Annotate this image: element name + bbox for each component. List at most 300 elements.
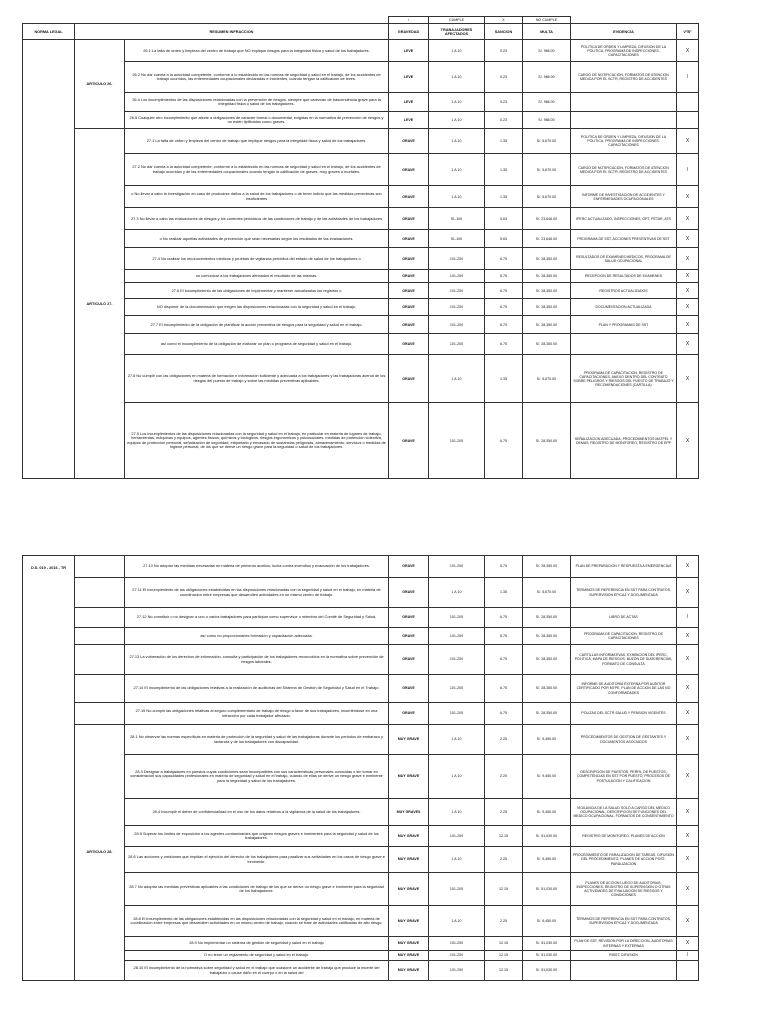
article-label-empty	[75, 628, 125, 645]
evidence-cell: RESULTADOS DE EXAMENES MEDICOS, PROGRAMA DE SALUD OCUPACIONAL	[571, 248, 677, 270]
infraction-summary: 27.4 No realizar los reconocimientos médicos y pruebas de vigilancia periódica del estado de salud de los trabajadores o	[125, 248, 389, 270]
compliance-mark-cell: X	[677, 186, 699, 208]
evidence-cell: DESCRIPCION DE PUESTOS, PERFIL DE PUESTOS, COMPETENCIAS EN SST POR PUESTO, PROCESOS DE POSTULACION Y CALIFICACION	[571, 755, 677, 799]
evidence-cell: INFORME DE AUDITORIA EXTERNA POR AUDITOR CERTIFICADO POR MTPE, PLAN DE ACCION DE LAS NO CONFORMIDADES	[571, 675, 677, 703]
compliance-mark-cell: X	[677, 826, 699, 847]
sanction-cell: 6.75	[485, 608, 523, 628]
compliance-mark-cell: X	[677, 283, 699, 299]
col-visto-bueno: V°B°	[677, 24, 699, 40]
affected-workers-cell: 101-200	[429, 608, 485, 628]
evidence-cell: POLITICA DE ORDEN Y LIMPIEZA, DIFUSION DE LA POLITICA, PROGRAMA DE INSPECCIONES, CAPACITACIONES	[571, 40, 677, 62]
severity-cell: MUY GRAVE	[389, 873, 429, 906]
compliance-mark-cell: X	[677, 725, 699, 755]
table-row	[23, 93, 699, 112]
evidence-cell	[571, 93, 677, 112]
infraction-summary: 27.7 El incumplimiento de la obligación de planificar la acción preventiva de riesgos para la seguridad y salud en el trabajo.	[125, 316, 389, 334]
fine-amount-cell: S/. 5,670.00	[523, 186, 571, 208]
table-row	[23, 645, 699, 675]
table-row	[23, 755, 699, 799]
sanction-cell: 1.35	[485, 154, 523, 186]
fine-amount-cell: S/. 51,030.00	[523, 951, 571, 961]
table-row	[23, 556, 699, 578]
evidence-cell: POLITICA DE ORDEN Y LIMPIEZA, DIFUSION DE LA POLITICA, PROGRAMA DE INSPECCIONES, CAPACITACIONES	[571, 129, 677, 154]
affected-workers-cell: 101-200	[429, 334, 485, 355]
compliance-mark-cell	[677, 961, 699, 981]
severity-cell: GRAVE	[389, 186, 429, 208]
sheet-page-1	[22, 16, 698, 479]
fine-amount-cell: S/. 5,670.00	[523, 578, 571, 608]
article-label-empty	[75, 703, 125, 725]
infraction-summary: 27.14 El incumplimiento de las obligaciones relativas a la realización de auditorías del Sistema de Gestión de Seguridad y Salud en el Trabajo.	[125, 675, 389, 703]
infraction-summary: no comunicar a los trabajadores afectados el resultado de las mismas.	[125, 270, 389, 283]
severity-cell: MUY GRAVE	[389, 725, 429, 755]
infraction-summary: así como no proporcionarles formación y capacitación adecuada.	[125, 628, 389, 645]
fine-amount-cell: S/. 28,350.00	[523, 403, 571, 479]
evidence-cell: PROGRAMA DE CAPACITACION, REGISTRO DE CAPACITACIONES, ANEXO DENTRO DEL CONTRATO SOBRE PELIGROS Y RIESGOS DEL PUESTO DE TRABAJO Y RECOMENDACIONES (CARTILLA)	[571, 355, 677, 403]
fine-amount-cell: S/. 51,030.00	[523, 873, 571, 906]
compliance-mark-cell: X	[677, 208, 699, 230]
severity-cell: GRAVE	[389, 703, 429, 725]
severity-cell: GRAVE	[389, 334, 429, 355]
severity-cell: GRAVE	[389, 270, 429, 283]
fine-amount-cell: S/. 9,450.00	[523, 725, 571, 755]
sanction-cell: 1.35	[485, 186, 523, 208]
infraction-summary: o No realizar aquellas actividades de prevención que sean necesarias según los resultados de las evaluaciones.	[125, 230, 389, 248]
affected-workers-cell: 1 A 10	[429, 847, 485, 873]
severity-cell: MUY GRAVE	[389, 906, 429, 937]
table-row	[23, 154, 699, 186]
fine-amount-cell: S/. 5,670.00	[523, 154, 571, 186]
fine-amount-cell: S/. 51,030.00	[523, 961, 571, 981]
infraction-summary: 27.15 No cumplir las obligaciones relativas al seguro complementario de trabajo de riesgo a favor de sus trabajadores, incurriéndose en una infracción por cada trabajador afectado.	[125, 703, 389, 725]
evidence-cell: RISST, DIFUSION	[571, 951, 677, 961]
affected-workers-cell: 101-200	[429, 556, 485, 578]
table-row	[23, 906, 699, 937]
infraction-summary: 28.9 No implementar un sistema de gestión de seguridad y salud en el trabajo	[125, 937, 389, 951]
affected-workers-cell: 101-200	[429, 248, 485, 270]
evidence-cell: PLANES DE ACCION LUEGO DE AUDITORIAS, INSPECCIONES, REGISTRO DE SUPERVISION O OTRAS ACTIVIDADES DE EVALUACION DE RIESGOS Y CONDICIONES	[571, 873, 677, 906]
infraction-summary: 28.4 Incumplir el deber de confidencialidad en el uso de los datos relativos a la vigilancia de la salud de los trabajadores.	[125, 799, 389, 826]
table-row	[23, 230, 699, 248]
table-row	[23, 873, 699, 906]
table-row	[23, 299, 699, 316]
evidence-cell: PLAN Y PROGRAMAS DE SST	[571, 316, 677, 334]
infraction-summary: 26.5 Cualquier otro incumplimiento que afecte a obligaciones de carácter formal o documental, exigidas en la normativa de prevención de riesgos y no estén tipificados como graves.	[125, 112, 389, 129]
table-row	[23, 129, 699, 154]
infractions-table-2	[22, 555, 699, 981]
severity-cell: GRAVE	[389, 299, 429, 316]
severity-cell: GRAVE	[389, 403, 429, 479]
table-row	[23, 40, 699, 62]
severity-cell: GRAVE	[389, 675, 429, 703]
legend-no-cumple: NO CUMPLE	[523, 17, 571, 24]
affected-workers-cell: 101-200	[429, 628, 485, 645]
affected-workers-cell: 51-100	[429, 208, 485, 230]
affected-workers-cell: 101-200	[429, 403, 485, 479]
evidence-cell: IPERC ACTUALIZADO, INSPECCIONES, OPT, PETAR, ATS	[571, 208, 677, 230]
table-row	[23, 62, 699, 93]
sanction-cell: 12.15	[485, 951, 523, 961]
sanction-cell: 6.75	[485, 628, 523, 645]
status-legend-row	[23, 17, 699, 24]
evidence-cell: PROGRAMA DE SST, ACCIONES PREVENTIVAS DE SST	[571, 230, 677, 248]
evidence-cell: PROCEDIMIENTOS DE GESTION DE GESTANTES Y DOCUMENTOS ASOCIADOS	[571, 725, 677, 755]
severity-cell: MUY GRAVES	[389, 799, 429, 826]
evidence-cell: PLAN DE PREPARACION Y RESPUESTA A EMERGENCIAS	[571, 556, 677, 578]
compliance-mark-cell: X	[677, 316, 699, 334]
infraction-summary: 28.6 Las acciones y omisiones que impidan el ejercicio del derecho de los trabajadores para paralizar sus actividades en los casos de riesgo grave e inminente.	[125, 847, 389, 873]
compliance-mark-cell: X	[677, 703, 699, 725]
norma-legal-cell	[23, 40, 75, 479]
infractions-table-1	[22, 16, 699, 479]
compliance-mark-cell: X	[677, 873, 699, 906]
infraction-summary: 27.12 No constituir o no designar a uno o varios trabajadores para participar como supervisor o miembro del Comité de Seguridad y Salud,	[125, 608, 389, 628]
compliance-mark-cell	[677, 112, 699, 129]
table-row	[23, 112, 699, 129]
fine-amount-cell: S/. 966.00	[523, 40, 571, 62]
sanction-cell: 0.23	[485, 62, 523, 93]
article-label: ARTICULO 28.	[75, 725, 125, 981]
infraction-summary: 26.2 No dar cuenta a la autoridad competente, conforme a lo establecido en las normas de seguridad y salud en el trabajo, de los accidentes de trabajo ocurridos, las enfermedades ocupacionales declaradas e incidentes, cuando tengan la calificación de leves.	[125, 62, 389, 93]
compliance-mark-cell: X	[677, 906, 699, 937]
affected-workers-cell: 1 A 10	[429, 112, 485, 129]
fine-amount-cell: S/. 966.00	[523, 93, 571, 112]
sheet-page-2	[22, 555, 698, 981]
affected-workers-cell: 1 A 10	[429, 355, 485, 403]
severity-cell: MUY GRAVE	[389, 951, 429, 961]
article-label-empty	[75, 645, 125, 675]
table-row	[23, 355, 699, 403]
severity-cell: GRAVE	[389, 578, 429, 608]
compliance-mark-cell: X	[677, 403, 699, 479]
severity-cell: LEVE	[389, 40, 429, 62]
severity-cell: GRAVE	[389, 208, 429, 230]
infraction-summary: 27.3 No llevar a cabo las evaluaciones de riesgos y los controles periódicos de las condiciones de trabajo y de las actividades de los trabajadores	[125, 208, 389, 230]
fine-amount-cell: S/. 28,350.00	[523, 608, 571, 628]
severity-cell: GRAVE	[389, 645, 429, 675]
infraction-summary: 28.7 No adoptar las medidas preventivas aplicables a las condiciones de trabajo de los que se derive un riesgo grave e inminente para la seguridad de los trabajadores.	[125, 873, 389, 906]
severity-cell: MUY GRAVE	[389, 826, 429, 847]
sanction-cell: 6.75	[485, 556, 523, 578]
infraction-summary: 27.8 No cumplir con las obligaciones en materia de formación e información suficiente y adecuada a los trabajadores y las trabajadoras acerca de los riesgos del puesto de trabajo y sobre las medidas preventivas aplicables.	[125, 355, 389, 403]
infraction-summary: o No llevar a cabo la investigación en caso de producirse daños a la salud de los trabajadores o de tener indicio que las medidas preventivas son insuficientes	[125, 186, 389, 208]
fine-amount-cell: S/. 28,350.00	[523, 270, 571, 283]
sanction-cell: 6.75	[485, 645, 523, 675]
sanction-cell: 0.23	[485, 112, 523, 129]
affected-workers-cell: 1 A 10	[429, 129, 485, 154]
sanction-cell: 6.75	[485, 334, 523, 355]
fine-amount-cell: S/. 28,350.00	[523, 556, 571, 578]
table-row	[23, 208, 699, 230]
table-row	[23, 186, 699, 208]
compliance-mark-cell: X	[677, 355, 699, 403]
evidence-cell: RECEPCION DE RESULTADOS DE EXAMENES	[571, 270, 677, 283]
affected-workers-cell: 101-200	[429, 703, 485, 725]
fine-amount-cell: S/. 51,030.00	[523, 937, 571, 951]
fine-amount-cell: S/. 9,450.00	[523, 906, 571, 937]
severity-cell: GRAVE	[389, 316, 429, 334]
sanction-cell: 6.75	[485, 299, 523, 316]
col-resumen-infraccion: RESUMEN INFRACCION	[75, 24, 389, 40]
compliance-mark-cell: X	[677, 556, 699, 578]
severity-cell: GRAVE	[389, 129, 429, 154]
severity-cell: LEVE	[389, 62, 429, 93]
fine-amount-cell: S/. 966.00	[523, 112, 571, 129]
legend-cumple: CUMPLE	[429, 17, 485, 24]
table-row	[23, 937, 699, 951]
compliance-mark-cell: X	[677, 847, 699, 873]
severity-cell: GRAVE	[389, 248, 429, 270]
sanction-cell: 2.25	[485, 847, 523, 873]
column-header-row	[23, 24, 699, 40]
affected-workers-cell: 1 A 10	[429, 93, 485, 112]
infraction-summary: 28.3 Designar a trabajadores en puestos cuyas condiciones sean incompatibles con sus características personales conocidas o sin tomar en consideración sus capacidades profesionales en materia de seguridad y salud en el trabajo, cuando de ellas se derive un riesgo grave e inminente para la seguridad y salud de los trabajadores.	[125, 755, 389, 799]
article-label-empty	[75, 608, 125, 628]
severity-cell: GRAVE	[389, 230, 429, 248]
legend-x: X	[485, 17, 523, 24]
sanction-cell: 1.35	[485, 355, 523, 403]
fine-amount-cell: S/. 28,350.00	[523, 283, 571, 299]
evidence-cell: PROGRAMA DE CAPACITACION, REGISTRO DE CAPACITACIONES	[571, 628, 677, 645]
affected-workers-cell: 1 A 10	[429, 62, 485, 93]
article-label-empty	[75, 675, 125, 703]
table-row	[23, 703, 699, 725]
table-row	[23, 799, 699, 826]
table-row	[23, 725, 699, 755]
severity-cell: GRAVE	[389, 355, 429, 403]
affected-workers-cell: 1 A 10	[429, 154, 485, 186]
evidence-cell	[571, 961, 677, 981]
article-label-empty	[75, 578, 125, 608]
evidence-cell: TERMINOS DE REFERENCIA EN SST PARA CONTRATOS, SUPERVISION EFICAZ Y DOCUMENTADA	[571, 578, 677, 608]
sanction-cell: 2.25	[485, 906, 523, 937]
compliance-mark-cell: X	[677, 578, 699, 608]
affected-workers-cell: 101-200	[429, 299, 485, 316]
evidence-cell: REGISTRO DE MONITOREO, PLANES DE ACCION	[571, 826, 677, 847]
fine-amount-cell: S/. 9,450.00	[523, 755, 571, 799]
fine-amount-cell: S/. 23,646.00	[523, 230, 571, 248]
compliance-mark-cell: X	[677, 230, 699, 248]
fine-amount-cell: S/. 28,350.00	[523, 675, 571, 703]
col-trabajadores-afectados: TRABAJADORES AFECTADOS	[429, 24, 485, 40]
evidence-cell: SEÑALIZACION ADECUADA, PROCEDIMIENTOS MATPEL Y DEMAS, REGISTRO DE MONITOREO, REGISTRO DE EPP	[571, 403, 677, 479]
table-row	[23, 248, 699, 270]
infraction-summary: 28.8 El incumplimiento de las obligaciones establecidas en las disposiciones relacionadas con la seguridad y salud en el trabajo, en materia de coordinación entre empresas que desarrollen actividades en un mismo centro de trabajo, cuando se trate de actividades calificadas de alto riesgo.	[125, 906, 389, 937]
compliance-mark-cell: X	[677, 755, 699, 799]
sanction-cell: 5.63	[485, 230, 523, 248]
severity-cell: MUY GRAVE	[389, 847, 429, 873]
compliance-mark-cell: X	[677, 675, 699, 703]
affected-workers-cell: 101-200	[429, 873, 485, 906]
compliance-mark-cell: /	[677, 62, 699, 93]
severity-cell: LEVE	[389, 93, 429, 112]
severity-cell: MUY GRAVE	[389, 755, 429, 799]
compliance-mark-cell: X	[677, 299, 699, 316]
article-label: ARTICULO 27.	[75, 129, 125, 479]
infraction-summary: 27.6 El incumplimiento de las obligaciones de implementar y mantener actualizados los registros o	[125, 283, 389, 299]
sanction-cell: 6.75	[485, 703, 523, 725]
article-label: ARTICULO 26.	[75, 40, 125, 129]
infraction-summary: 28.1 No observar las normas específicas en materia de protección de la seguridad y salud de las trabajadoras durante los periodos de embarazo y lactancia y de los trabajadores con discapacidad.	[125, 725, 389, 755]
compliance-mark-cell: X	[677, 129, 699, 154]
sanction-cell: 12.15	[485, 873, 523, 906]
sanction-cell: 12.15	[485, 826, 523, 847]
infraction-summary: 27.1 La falta de orden y limpieza del centro de trabajo que implique riesgos para la integridad física y salud de los trabajadores.	[125, 129, 389, 154]
table-row	[23, 847, 699, 873]
col-gravedad: GRAVEDAD	[389, 24, 429, 40]
sanction-cell: 6.75	[485, 283, 523, 299]
sanction-cell: 5.63	[485, 208, 523, 230]
infraction-summary: 26.1 La falta de orden y limpieza del centro de trabajo que NO implique riesgos para la integridad física y salud de los trabajadores.	[125, 40, 389, 62]
affected-workers-cell: 1 A 10	[429, 40, 485, 62]
fine-amount-cell: S/. 28,350.00	[523, 248, 571, 270]
infraction-summary: 27.9 Los incumplimientos de las disposiciones relacionadas con la seguridad y salud en el trabajo, en particular en materia de lugares de trabajo, herramientas, máquinas y equipos, agentes físicos, químicos y biológicos, riesgos ergonómicos y psicosociales, medidas de protección colectiva, equipos de protección personal, señalización de seguridad, etiquetado y envasado de sustancias peligrosas, almacenamiento, servicios o medidas de higiene personal, de los que se derive un riesgo grave para la seguridad o salud de los trabajadores.	[125, 403, 389, 479]
affected-workers-cell: 101-200	[429, 675, 485, 703]
table-row	[23, 403, 699, 479]
affected-workers-cell: 101-200	[429, 826, 485, 847]
col-multa: MULTA	[523, 24, 571, 40]
affected-workers-cell: 1 A 10	[429, 578, 485, 608]
infraction-summary: 27.11 El incumplimiento de las obligaciones establecidas en las disposiciones relacionadas con la seguridad y salud en el trabajo, en materia de coordinación entre empresas que desarrollen actividades en un mismo centro de trabajo.	[125, 578, 389, 608]
table-row	[23, 826, 699, 847]
sanction-cell: 6.75	[485, 675, 523, 703]
evidence-cell: DOCUMENTACION ACTUALIZADA	[571, 299, 677, 316]
infraction-summary: O no tener un reglamento de seguridad y salud en el trabajo.	[125, 951, 389, 961]
table-row	[23, 951, 699, 961]
infraction-summary: 27.10 No adoptar las medidas necesarias en materia de primeros auxilios, lucha contra incendios y evacuación de los trabajadores.	[125, 556, 389, 578]
compliance-mark-cell: X	[677, 628, 699, 645]
sanction-cell: 6.75	[485, 403, 523, 479]
table-row	[23, 578, 699, 608]
severity-cell: GRAVE	[389, 628, 429, 645]
sanction-cell: 1.35	[485, 578, 523, 608]
evidence-cell: TERMINOS DE REFERENCIA EN SST PARA CONTRATOS, SUPERVISION EFICAZ Y DOCUMENTADA	[571, 906, 677, 937]
legend-slash: /	[389, 17, 429, 24]
table-row	[23, 628, 699, 645]
compliance-mark-cell	[677, 93, 699, 112]
compliance-mark-cell: X	[677, 645, 699, 675]
sanction-cell: 2.25	[485, 725, 523, 755]
evidence-cell: CARTILLAS INFORMATIVAS, EXHIBICION DEL IPERC, POLITICA, MAPA DE RIESGOS, BUZON DE SUGERENCIAS, FORMATO DE CONSULTA	[571, 645, 677, 675]
compliance-mark-cell: X	[677, 40, 699, 62]
evidence-cell: LIBRO DE ACTAS	[571, 608, 677, 628]
evidence-cell: INFORME DE INVESTIGACION DE ACCIDENTES Y ENFERMEDADES OCUPACIONALES	[571, 186, 677, 208]
evidence-cell: POLIZAS DEL SCTR SALUD Y PENSION VIGENTES	[571, 703, 677, 725]
table-row	[23, 961, 699, 981]
fine-amount-cell: S/. 51,030.00	[523, 826, 571, 847]
severity-cell: MUY GRAVE	[389, 961, 429, 981]
evidence-cell: PLAN DE SST, REVISION POR LA DIRECCION, AUDITORIAS INTERNAS Y EXTERNAS	[571, 937, 677, 951]
sanction-cell: 2.25	[485, 755, 523, 799]
fine-amount-cell: S/. 28,350.00	[523, 334, 571, 355]
sanction-cell: 6.75	[485, 316, 523, 334]
table-row	[23, 316, 699, 334]
col-norma-legal: NORMA LEGAL	[23, 24, 75, 40]
affected-workers-cell: 101-200	[429, 645, 485, 675]
fine-amount-cell: S/. 23,646.00	[523, 208, 571, 230]
sanction-cell: 0.23	[485, 93, 523, 112]
col-sancion: SANCION	[485, 24, 523, 40]
severity-cell: GRAVE	[389, 556, 429, 578]
sanction-cell: 0.23	[485, 40, 523, 62]
table-row	[23, 334, 699, 355]
article-label-empty	[75, 556, 125, 578]
affected-workers-cell: 101-200	[429, 270, 485, 283]
affected-workers-cell: 101-200	[429, 951, 485, 961]
evidence-cell: CARGO DE NOTIFICACION, FORMATOS DE ATENCION MEDICA POR EL SCTR, REGISTRO DE ACCIDENTES	[571, 62, 677, 93]
fine-amount-cell: S/. 5,670.00	[523, 129, 571, 154]
infraction-summary: 27.13 La vulneración de los derechos de información, consulta y participación de los trabajadores reconocidos en la normativa sobre prevención de riesgos laborales.	[125, 645, 389, 675]
compliance-mark-cell: /	[677, 951, 699, 961]
table-row	[23, 270, 699, 283]
sanction-cell: 12.15	[485, 961, 523, 981]
evidence-cell: VIGILANCIA DE LA SALUD SOLO A CARGO DEL MEDICO OCUPACIONAL, DESCRIPCION DE FUNCIONES DEL MEDICO OCUPACIONAL, FORMATOS DE CONSENTIMIENTO	[571, 799, 677, 826]
sanction-cell: 6.75	[485, 270, 523, 283]
fine-amount-cell: S/. 28,350.00	[523, 628, 571, 645]
severity-cell: GRAVE	[389, 283, 429, 299]
affected-workers-cell: 1 A 10	[429, 799, 485, 826]
infraction-summary: NO disponer de la documentación que exigen las disposiciones relacionadas con la seguridad y salud en el trabajo.	[125, 299, 389, 316]
affected-workers-cell: 1 A 10	[429, 755, 485, 799]
compliance-mark-cell: X	[677, 270, 699, 283]
severity-cell: MUY GRAVE	[389, 937, 429, 951]
evidence-cell: REGISTROS ACTUALIZADOS	[571, 283, 677, 299]
fine-amount-cell: S/. 28,350.00	[523, 645, 571, 675]
affected-workers-cell: 101-200	[429, 283, 485, 299]
compliance-mark-cell: /	[677, 608, 699, 628]
infraction-summary: 26.4 Los incumplimientos de las disposiciones relacionadas con la prevención de riesgos, siempre que carezcan de trascendencia grave para la integridad física o salud de los trabajadores.	[125, 93, 389, 112]
severity-cell: GRAVE	[389, 608, 429, 628]
compliance-mark-cell: X	[677, 334, 699, 355]
affected-workers-cell: 1 A 10	[429, 186, 485, 208]
compliance-mark-cell: /	[677, 154, 699, 186]
severity-cell: GRAVE	[389, 154, 429, 186]
sanction-cell: 1.35	[485, 129, 523, 154]
affected-workers-cell: 101-200	[429, 937, 485, 951]
affected-workers-cell: 101-200	[429, 316, 485, 334]
evidence-cell: CARGO DE NOTIFICACION, FORMATOS DE ATENCION MEDICA POR EL SCTR, REGISTRO DE ACCIDENTES	[571, 154, 677, 186]
table-row	[23, 608, 699, 628]
compliance-mark-cell: X	[677, 937, 699, 951]
affected-workers-cell: 1 A 10	[429, 906, 485, 937]
table-row	[23, 283, 699, 299]
compliance-mark-cell: X	[677, 799, 699, 826]
infraction-summary: así como el incumplimiento de la obligación de elaborar un plan o programa de seguridad y salud en el trabajo.	[125, 334, 389, 355]
norma-legal-cell: D.S. 019 - 2016 - TR	[23, 556, 75, 981]
fine-amount-cell: S/. 966.00	[523, 62, 571, 93]
sanction-cell: 12.15	[485, 937, 523, 951]
fine-amount-cell: S/. 9,450.00	[523, 847, 571, 873]
col-evidencia: EVIDENCIA	[571, 24, 677, 40]
fine-amount-cell: S/. 28,350.00	[523, 299, 571, 316]
infraction-summary: 28.10 El incumplimiento de la normativa sobre seguridad y salud en el trabajo que ocasione un accidente de trabajo que produce la muerte del trabajador o cause daño en el cuerpo o en la salud del	[125, 961, 389, 981]
affected-workers-cell: 51-100	[429, 230, 485, 248]
fine-amount-cell: S/. 28,350.00	[523, 316, 571, 334]
fine-amount-cell: S/. 9,450.00	[523, 799, 571, 826]
infraction-summary: 28.5 Superar los límites de exposición a los agentes contaminantes que originen riesgos graves e inminentes para la seguridad y salud de los trabajadores.	[125, 826, 389, 847]
affected-workers-cell: 1 A 10	[429, 725, 485, 755]
evidence-cell	[571, 112, 677, 129]
fine-amount-cell: S/. 28,350.00	[523, 703, 571, 725]
table-row	[23, 675, 699, 703]
compliance-mark-cell: X	[677, 248, 699, 270]
fine-amount-cell: S/. 5,670.00	[523, 355, 571, 403]
severity-cell: LEVE	[389, 112, 429, 129]
affected-workers-cell: 101-200	[429, 961, 485, 981]
sanction-cell: 2.25	[485, 799, 523, 826]
infraction-summary: 27.2 No dar cuenta a la autoridad competente, conforme a lo establecido en las normas de seguridad y salud en el trabajo, de los accidentes de trabajo ocurridos y de las enfermedades ocupacionales cuando tengan la calificación de graves, muy graves o mortales.	[125, 154, 389, 186]
evidence-cell: PROCEDIMIENTO DE PARALIZACION DE TAREAS, DIFUSION DEL PROCEDIMIENTO, PLANES DE ACCION POST-PARALIZACION	[571, 847, 677, 873]
